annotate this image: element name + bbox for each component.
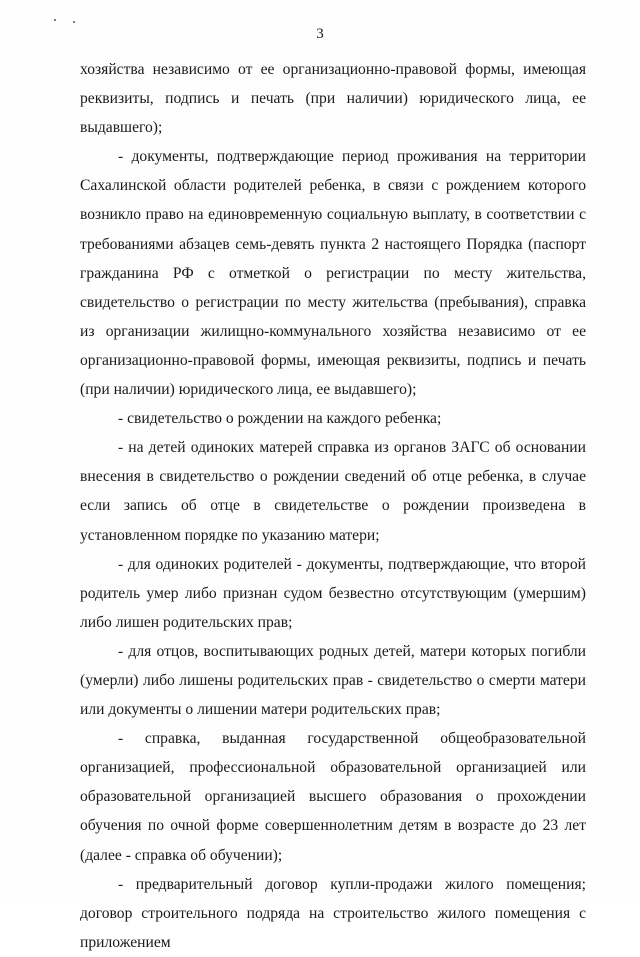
paragraph-5: - для одиноких родителей - документы, подтверждающие, что второй родитель умер либо признан судом безвестно отсутствующим (умершим) либо лишен родительских прав;	[80, 555, 586, 631]
paragraph-8: - предварительный договор купли-продажи жилого помещения; договор строительного подряда на строительство жилого помещения с приложением	[80, 875, 586, 951]
paragraph-1: хозяйства независимо от ее организационно-правовой формы, имеющая реквизиты, подпись и печать (при наличии) юридического лица, ее выдавшего);	[80, 61, 586, 137]
paragraph-3: - свидетельство о рождении на каждого ребенка;	[118, 410, 442, 428]
paragraph-6: - для отцов, воспитывающих родных детей, матери которых погибли (умерли) либо лишены родительских прав - свидетельство о смерти матери или документы о лишении матери родительских прав;	[80, 642, 586, 719]
scan-speck	[54, 19, 56, 21]
document-body	[80, 55, 586, 957]
scan-speck	[73, 21, 75, 23]
paragraph-7: - справка, выданная государственной общеобразовательной организацией, профессиональной образовательной организацией или образовательной организацией высшего образования о прохождении обучения по очной форме совершеннолетним детям в возрасте до 23 лет (далее - справка об обучении);	[80, 730, 586, 864]
paragraph-2: - документы, подтверждающие период проживания на территории Сахалинской области родителей ребенка, в связи с рождением которого возникло право на единовременную социальную выплату, в соответствии с требованиями абзацев семь-девять пункта 2 настоящего Порядка (паспорт гражданина РФ с отметкой о регистрации по месту жительства, свидетельство о регистрации по месту жительства (пребывания), справка из организации жилищно-коммунального хозяйства независимо от ее организационно-правовой формы, имеющая реквизиты, подпись и печать (при наличии) юридического лица, ее выдавшего);	[80, 148, 586, 399]
paragraph-4: - на детей одиноких матерей справка из органов ЗАГС об основании внесения в свидетельство о рождении сведений об отце ребенка, в случае если запись об отце в свидетельстве о рождении произведена в установленном порядке по указанию матери;	[80, 439, 586, 544]
page-number: 3	[316, 26, 324, 42]
